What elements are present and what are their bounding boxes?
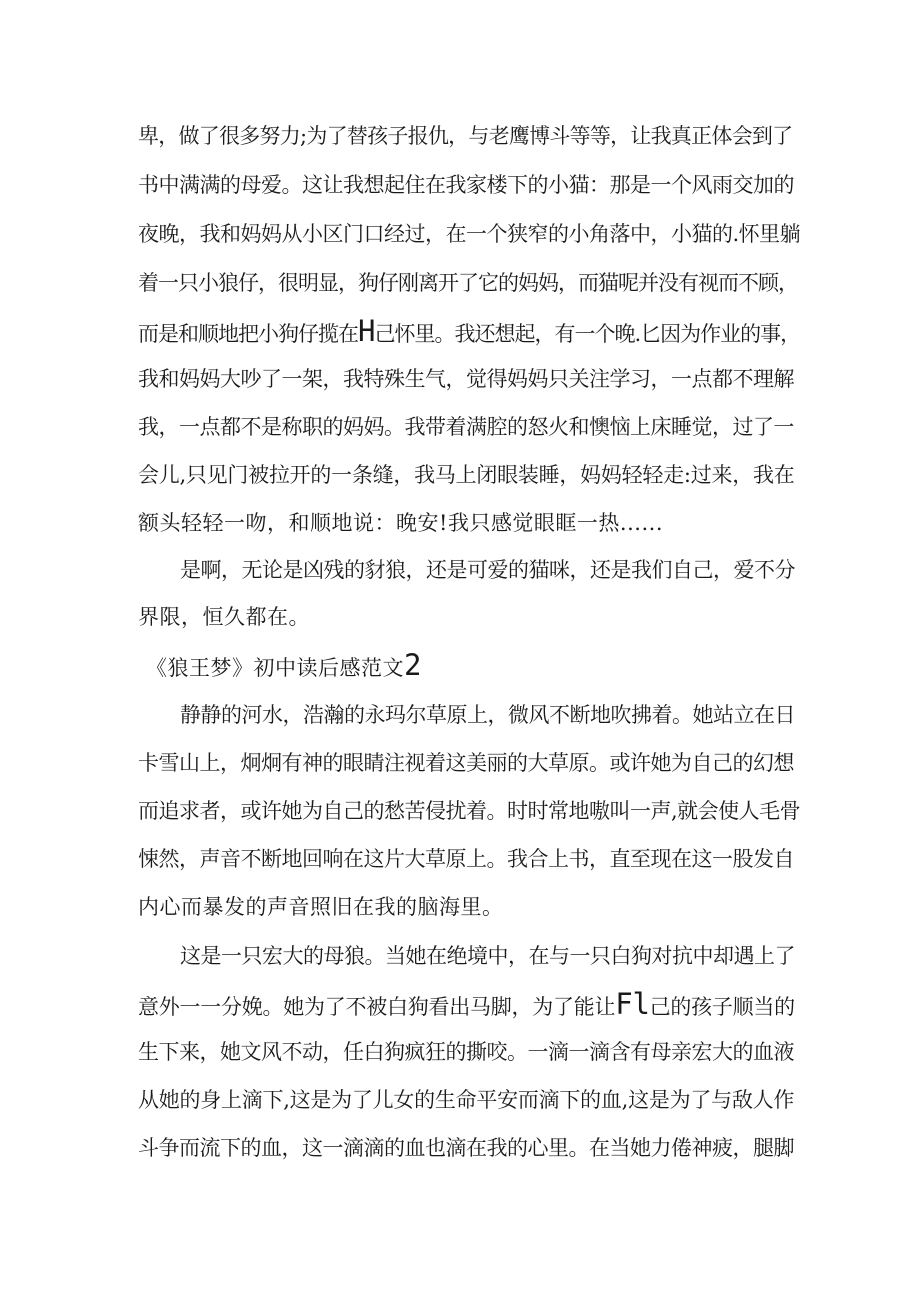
paragraph-text: 意外一一分娩。她为了不被白狗看出马脚，为了能让 — [138, 995, 616, 1019]
paragraph-line: 着一只小狼仔，很明显，狗仔刚离开了它的妈妈，而猫呢并没有视而不顾， — [138, 271, 798, 295]
paragraph-line: 书中满满的母爱。这让我想起住在我家楼下的小猫：那是一个风雨交加的 — [138, 173, 794, 197]
paragraph-line: 额头轻轻一吻，和顺地说：晚安!我只感觉眼眶一热...... — [138, 511, 663, 535]
paragraph-line: 从她的身上滴下,这是为了儿女的生命平安而滴下的血,这是为了与敌人作 — [138, 1088, 795, 1112]
paragraph-text: 而是和顺地把小狗仔揽在 — [138, 322, 358, 346]
paragraph-line-mixed — [138, 316, 800, 349]
paragraph-line: 我和妈妈大吵了一架，我特殊生气，觉得妈妈只关注学习，一点都不理解 — [138, 367, 794, 391]
paragraph-line: 而追求者，或许她为自己的愁苦侵扰着。时时常地嗷叫一声,就会使人毛骨 — [138, 799, 801, 823]
paragraph-line: 是啊，无论是凶残的豺狼，还是可爱的猫咪，还是我们自己，爱不分 — [180, 558, 795, 582]
paragraph-line: 斗争而流下的血，这一滴滴的血也滴在我的心里。在当她力倦神疲，腿脚 — [138, 1136, 794, 1160]
odd-glyph: Fl — [615, 987, 650, 1021]
paragraph-line-mixed — [138, 989, 795, 1022]
heading-text: 《狼王梦》初中读后感范文 — [146, 656, 404, 680]
paragraph-line: 这是一只宏大的母狼。当她在绝境中，在与一只白狗对抗中却遇上了 — [180, 944, 795, 968]
paragraph-line: 界限，恒久都在。 — [138, 605, 310, 629]
odd-glyph: H — [358, 314, 375, 348]
paragraph-line: 悚然，声音不断地回响在这片大草原上。我合上书，直至现在这一股发自 — [138, 847, 794, 871]
paragraph-text: 己怀里。我还想起，有一个晚.匕因为作业的事， — [374, 322, 801, 346]
paragraph-line: 卡雪山上，炯炯有神的眼睛注视着这美丽的大草原。或许她为自己的幻想 — [138, 751, 794, 775]
paragraph-line: 卑，做了很多努力;为了替孩子报仇，与老鹰博斗等等，让我真正体会到了 — [138, 124, 793, 148]
paragraph-line: 静静的河水，浩瀚的永玛尔草原上，微风不断地吹拂着。她站立在日 — [180, 703, 795, 727]
paragraph-line: 生下来，她文风不动，任白狗疯狂的撕咬。一滴一滴含有母亲宏大的血液 — [138, 1040, 794, 1064]
section-heading — [146, 650, 422, 683]
heading-number: 2 — [404, 648, 422, 682]
paragraph-line: 内心而暴发的声音照旧在我的脑海里。 — [138, 895, 504, 919]
paragraph-line: 我，一点都不是称职的妈妈。我带着满腔的怒火和懊恼上床睡觉，过了一 — [138, 415, 794, 439]
paragraph-text: 己的孩子顺当的 — [649, 995, 795, 1019]
paragraph-line: 夜晚，我和妈妈从小区门口经过，在一个狭窄的小角落中，小猫的.怀里躺 — [138, 222, 801, 246]
paragraph-line: 会儿,只见门被拉开的一条缝，我马上闭眼装睡，妈妈轻轻走:过来，我在 — [138, 463, 795, 487]
